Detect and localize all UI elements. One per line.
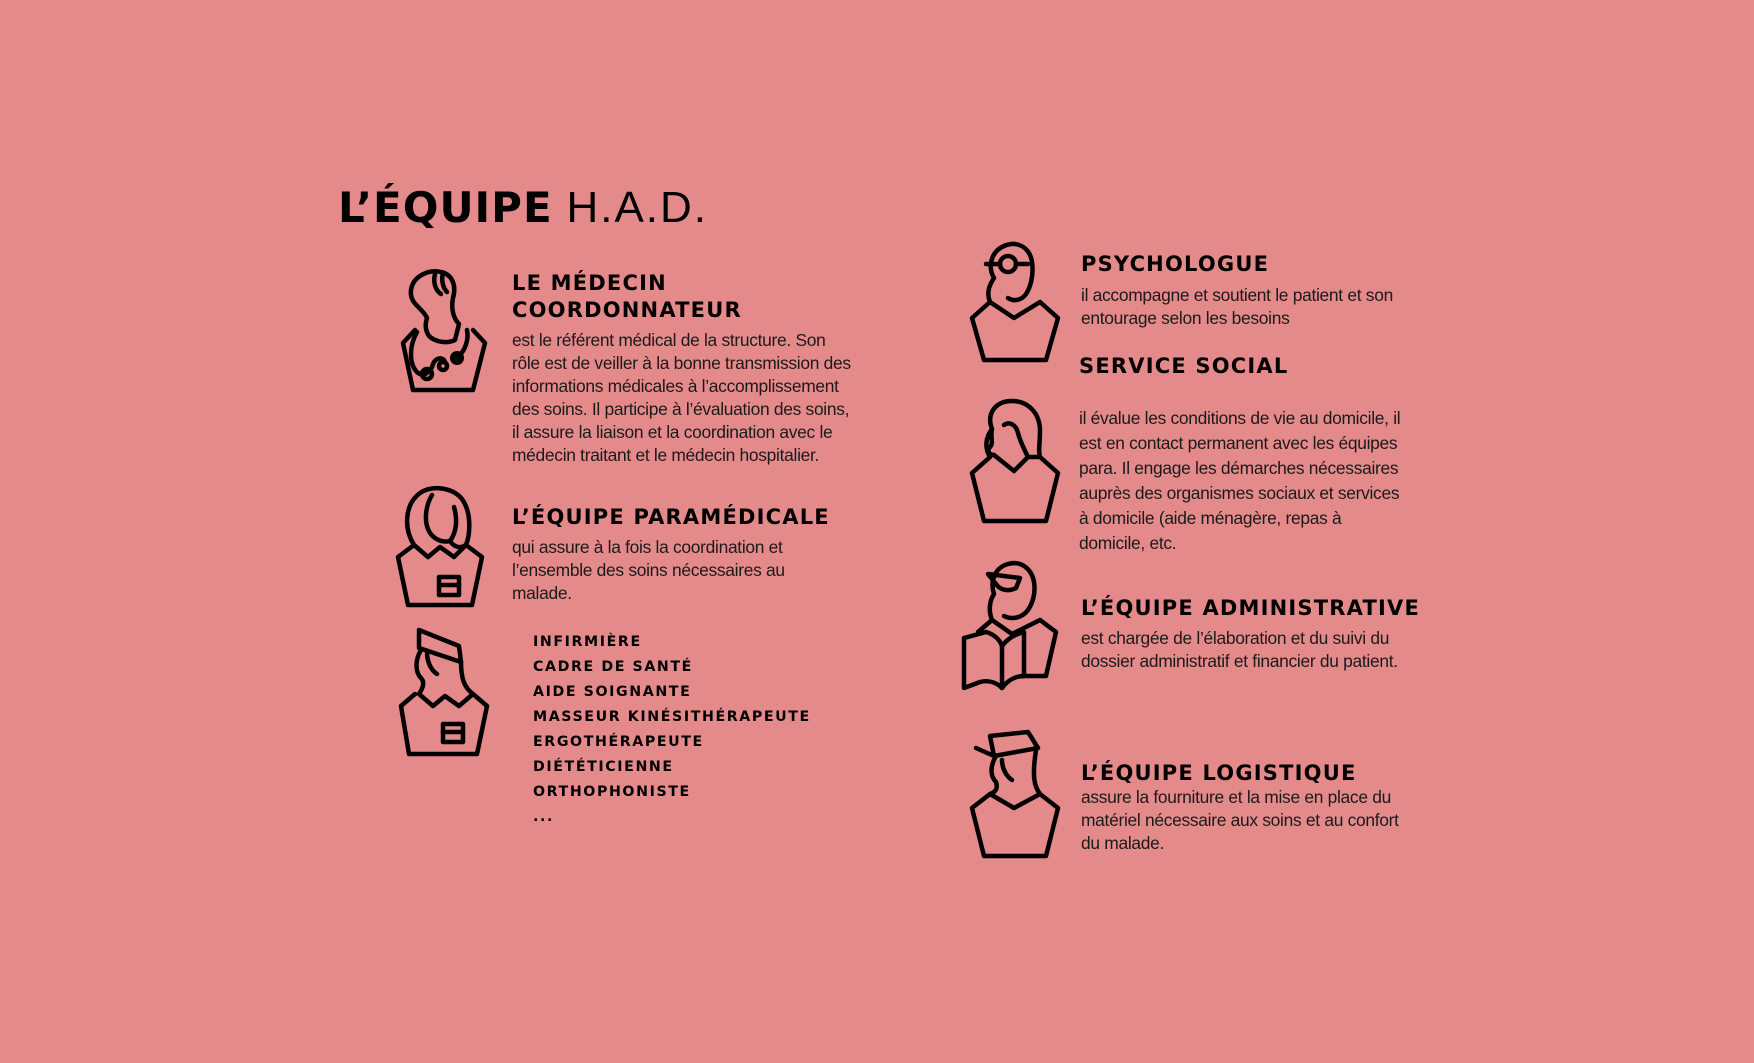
roles-list <box>533 630 811 830</box>
medecin-title <box>512 270 742 324</box>
social-line: auprès des organismes sociaux et services <box>1079 483 1400 503</box>
medecin-title-line1: LE MÉDECIN <box>512 271 667 295</box>
role-item: ERGOTHÉRAPEUTE <box>533 734 704 750</box>
administrative-description <box>1081 627 1421 673</box>
paramedicale-description <box>512 536 832 605</box>
psychologue-description <box>1081 284 1421 330</box>
page-title <box>338 178 708 236</box>
paramedicale-title: L’ÉQUIPE PARAMÉDICALE <box>512 505 830 529</box>
role-item: ORTHOPHONISTE <box>533 784 691 800</box>
social-line: est en contact permanent avec les équipes <box>1079 433 1398 453</box>
social-line: domicile, etc. <box>1079 533 1177 553</box>
social-line: para. Il engage les démarches nécessaires <box>1079 458 1399 478</box>
medecin-line: est le référent médical de la structure. Son <box>512 330 826 350</box>
delivery-cap-icon <box>968 728 1068 858</box>
psychologue-line: il accompagne et soutient le patient et son <box>1081 285 1393 305</box>
logistique-line: matériel nécessaire aux soins et au confort <box>1081 810 1399 830</box>
psychologue-title: PSYCHOLOGUE <box>1081 252 1270 276</box>
psychologist-icon <box>968 242 1068 364</box>
role-item: CADRE DE SANTÉ <box>533 659 693 675</box>
social-description <box>1079 406 1439 556</box>
social-title: SERVICE SOCIAL <box>1079 354 1289 378</box>
role-item: ... <box>533 809 554 825</box>
role-item: MASSEUR KINÉSITHÉRAPEUTE <box>533 709 811 725</box>
role-item: AIDE SOIGNANTE <box>533 684 692 700</box>
logistique-line: assure la fourniture et la mise en place du <box>1081 787 1391 807</box>
logistique-description <box>1081 786 1421 855</box>
social-worker-icon <box>968 399 1068 524</box>
role-item: DIÉTÉTICIENNE <box>533 759 674 775</box>
paramedicale-line: l’ensemble des soins nécessaires au <box>512 560 785 580</box>
medecin-line: médecin traitant et le médecin hospitalier. <box>512 445 820 465</box>
social-line: il évalue les conditions de vie au domicile, il <box>1079 408 1401 428</box>
medecin-line: des soins. Il participe à l’évaluation des soins, <box>512 399 850 419</box>
administrative-line: dossier administratif et financier du patient. <box>1081 651 1398 671</box>
nurse-icon <box>392 485 492 610</box>
medecin-line: il assure la liaison et la coordination avec le <box>512 422 833 442</box>
logistique-line: du malade. <box>1081 833 1165 853</box>
medecin-line: rôle est de veiller à la bonne transmission des <box>512 353 851 373</box>
logistique-title: L’ÉQUIPE LOGISTIQUE <box>1081 761 1357 785</box>
medecin-title-line2: COORDONNATEUR <box>512 298 742 322</box>
administrator-book-icon <box>962 562 1072 692</box>
medecin-line: informations médicales à l’accomplissement <box>512 376 839 396</box>
nurse-cap-icon <box>397 622 497 757</box>
page-title-light: H.A.D. <box>566 183 709 232</box>
psychologue-line: entourage selon les besoins <box>1081 308 1290 328</box>
doctor-stethoscope-icon <box>395 268 495 398</box>
page-title-bold: L’ÉQUIPE <box>338 183 553 232</box>
paramedicale-line: malade. <box>512 583 572 603</box>
social-line: à domicile (aide ménagère, repas à <box>1079 508 1342 528</box>
role-item: INFIRMIÈRE <box>533 634 642 650</box>
administrative-line: est chargée de l’élaboration et du suivi du <box>1081 628 1390 648</box>
administrative-title: L’ÉQUIPE ADMINISTRATIVE <box>1081 596 1421 620</box>
medecin-description <box>512 329 872 467</box>
paramedicale-line: qui assure à la fois la coordination et <box>512 537 783 557</box>
